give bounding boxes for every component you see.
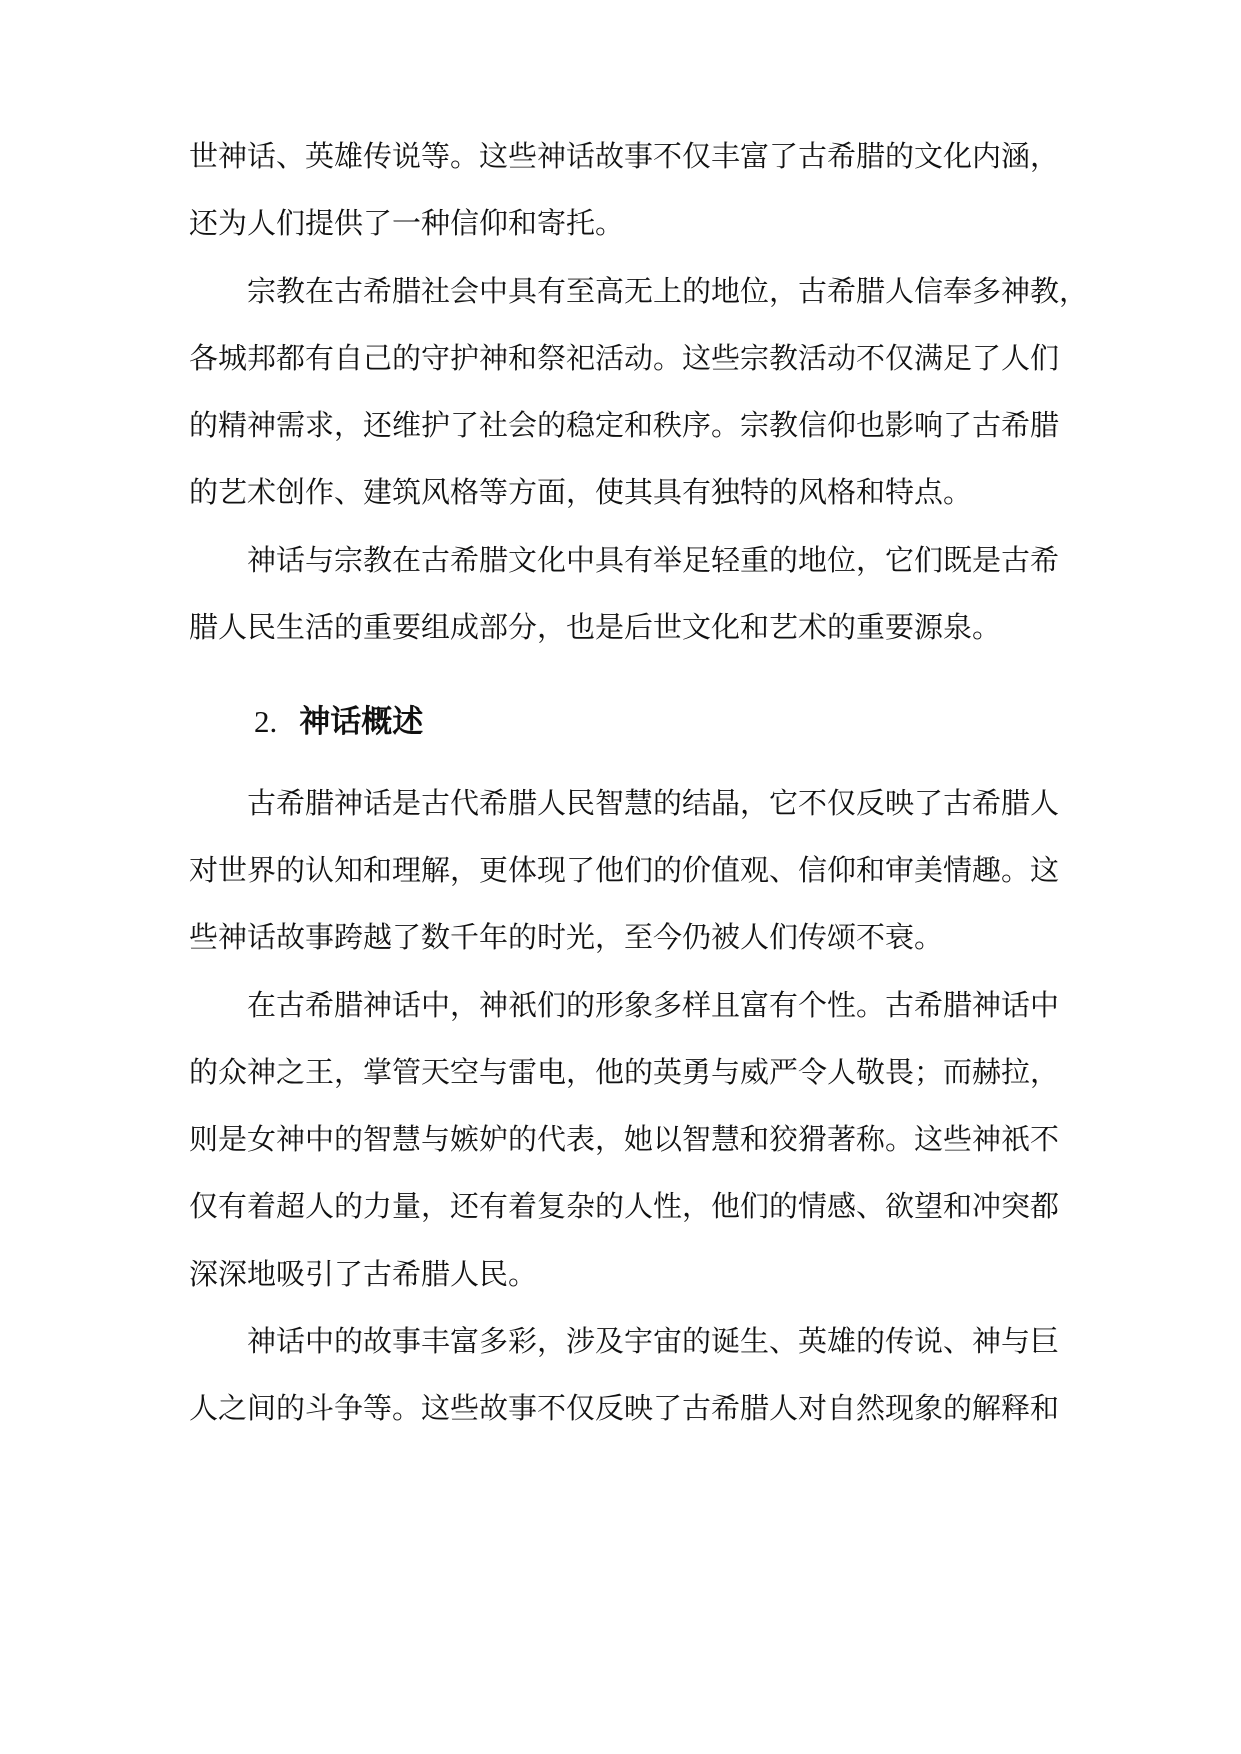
paragraph-line: 各城邦都有自己的守护神和祭祀活动。这些宗教活动不仅满足了人们 [189,341,1060,375]
paragraph-line: 神话中的故事丰富多彩，涉及宇宙的诞生、英雄的传说、神与巨 [247,1324,1060,1358]
paragraph-line: 的艺术创作、建筑风格等方面，使其具有独特的风格和特点。 [189,475,973,509]
paragraph-line: 还为人们提供了一种信仰和寄托。 [189,206,625,240]
section-number: 2. [254,704,278,739]
paragraph-line: 仅有着超人的力量，还有着复杂的人性，他们的情感、欲望和冲突都 [189,1189,1060,1223]
paragraph-line: 腊人民生活的重要组成部分，也是后世文化和艺术的重要源泉。 [189,610,1002,644]
paragraph-line: 在古希腊神话中，神祇们的形象多样且富有个性。古希腊神话中 [247,988,1060,1022]
paragraph-line: 的众神之王，掌管天空与雷电，他的英勇与威严令人敬畏；而赫拉， [189,1055,1060,1089]
paragraph-line: 世神话、英雄传说等。这些神话故事不仅丰富了古希腊的文化内涵， [189,139,1060,173]
paragraph-line: 些神话故事跨越了数千年的时光，至今仍被人们传颂不衰。 [189,920,944,954]
paragraph-line: 人之间的斗争等。这些故事不仅反映了古希腊人对自然现象的解释和 [189,1391,1060,1425]
section-title: 神话概述 [299,704,424,740]
paragraph-line: 宗教在古希腊社会中具有至高无上的地位，古希腊人信奉多神教， [247,274,1089,308]
paragraph-line: 的精神需求，还维护了社会的稳定和秩序。宗教信仰也影响了古希腊 [189,408,1060,442]
paragraph-line: 神话与宗教在古希腊文化中具有举足轻重的地位，它们既是古希 [247,543,1060,577]
paragraph-line: 则是女神中的智慧与嫉妒的代表，她以智慧和狡猾著称。这些神祇不 [189,1122,1060,1156]
paragraph-line: 深深地吸引了古希腊人民。 [189,1257,538,1291]
paragraph-line: 古希腊神话是古代希腊人民智慧的结晶，它不仅反映了古希腊人 [247,786,1060,820]
paragraph-line: 对世界的认知和理解，更体现了他们的价值观、信仰和审美情趣。这 [189,853,1060,887]
section-heading [254,700,423,744]
